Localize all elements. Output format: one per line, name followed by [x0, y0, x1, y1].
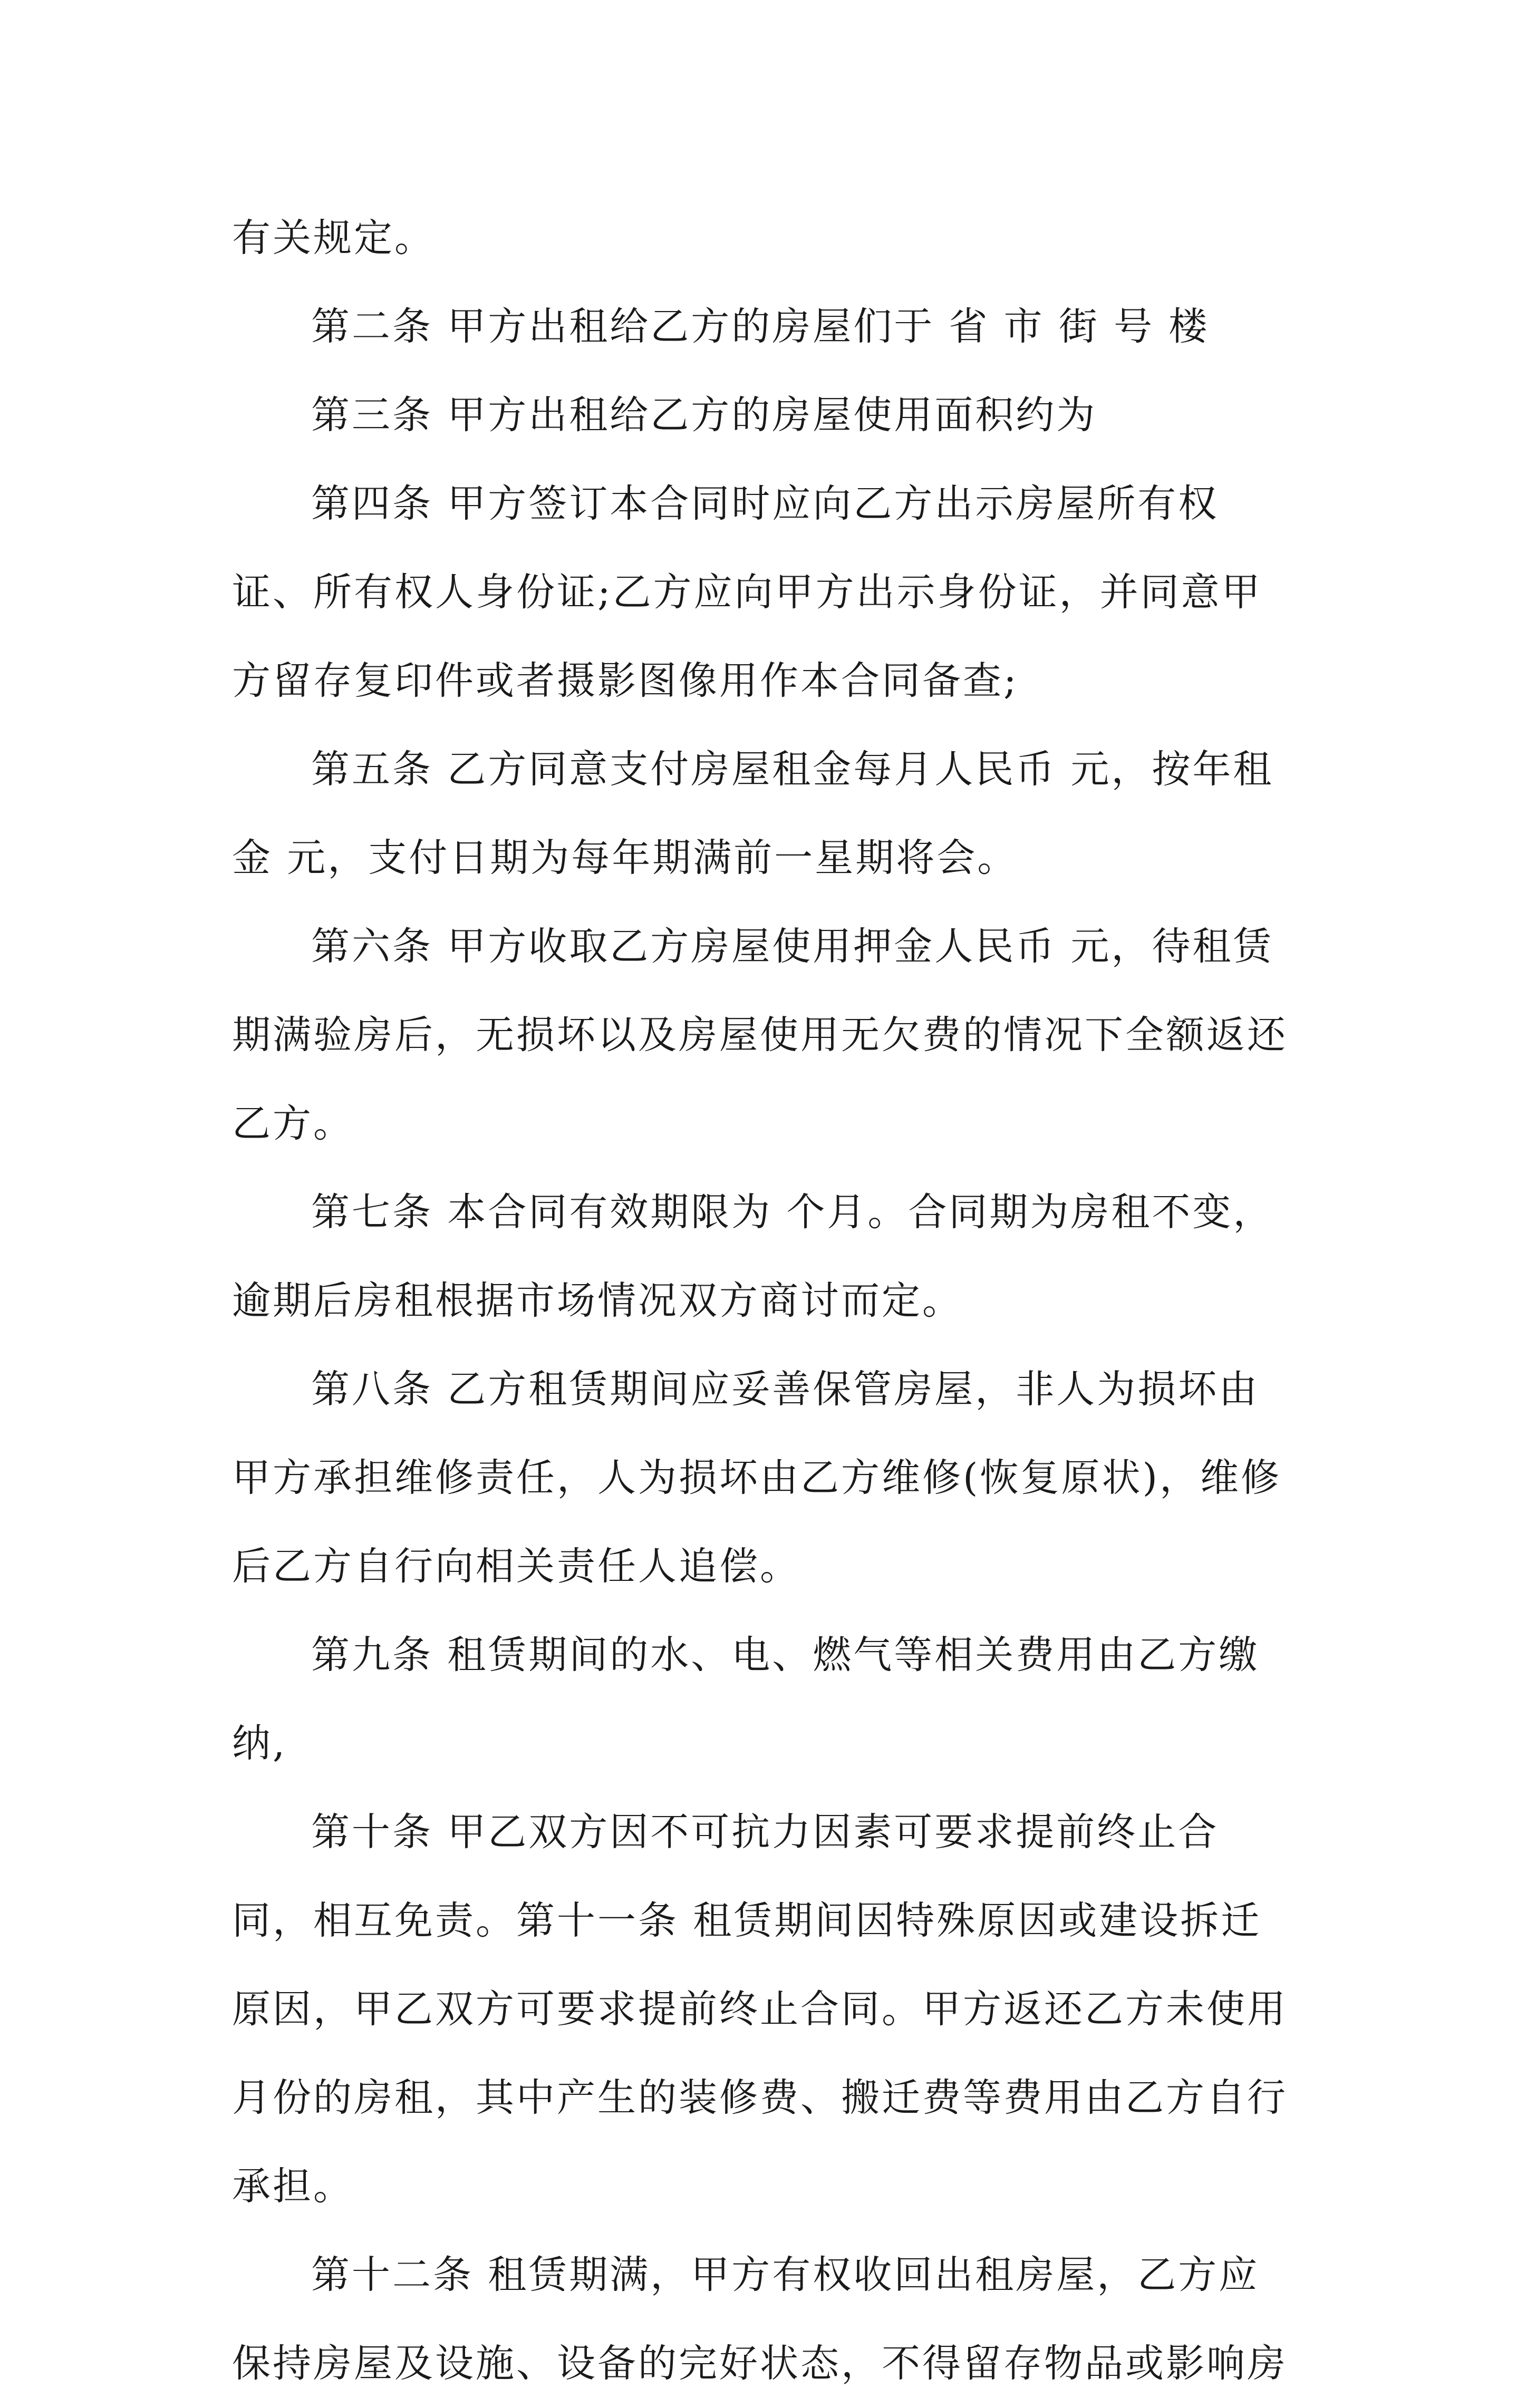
- paragraph-article-8: 第八条 乙方租赁期间应妥善保管房屋，非人为损坏由甲方承担维修责任，人为损坏由乙方维修(恢复原状)，维修后乙方自行向相关责任人追偿。: [232, 1367, 1281, 1589]
- paragraph-article-12: 第十二条 租赁期满，甲方有权收回出租房屋，乙方应保持房屋及设施、设备的完好状态，不得留存物品或影响房: [232, 2252, 1288, 2386]
- paragraph-article-7: 第七条 本合同有效期限为 个月。合同期为房租不变，逾期后房租根据市场情况双方商讨而定。: [232, 1190, 1274, 1323]
- paragraph-article-9: 第九条 租赁期间的水、电、燃气等相关费用由乙方缴纳,: [232, 1633, 1260, 1766]
- paragraph-1: 有关规定。: [232, 216, 435, 260]
- paragraph-article-2: 第二条 甲方出租给乙方的房屋们于 省 市 街 号 楼: [311, 304, 1210, 349]
- paragraph-article-6: 第六条 甲方收取乙方房屋使用押金人民币 元，待租赁期满验房后，无损坏以及房屋使用无欠费的情况下全额返还乙方。: [232, 924, 1288, 1146]
- paragraph-article-4: 第四条 甲方签订本合同时应向乙方出示房屋所有权证、所有权人身份证;乙方应向甲方出示身份证，并同意甲方留存复印件或者摄影图像用作本合同备查;: [232, 481, 1262, 703]
- contract-body: [232, 194, 1297, 2408]
- paragraph-article-3: 第三条 甲方出租给乙方的房屋使用面积约为: [311, 393, 1097, 438]
- paragraph-article-10-11: 第十条 甲乙双方因不可抗力因素可要求提前终止合同，相互免责。第十一条 租赁期间因特殊原因或建设拆迁原因，甲乙双方可要求提前终止合同。甲方返还乙方未使用月份的房租，其中产生的装修费、搬迁费等费用由乙方自行承担。: [232, 1810, 1288, 2209]
- paragraph-article-5: 第五条 乙方同意支付房屋租金每月人民币 元，按年租金 元，支付日期为每年期满前一星期将会。: [232, 747, 1274, 880]
